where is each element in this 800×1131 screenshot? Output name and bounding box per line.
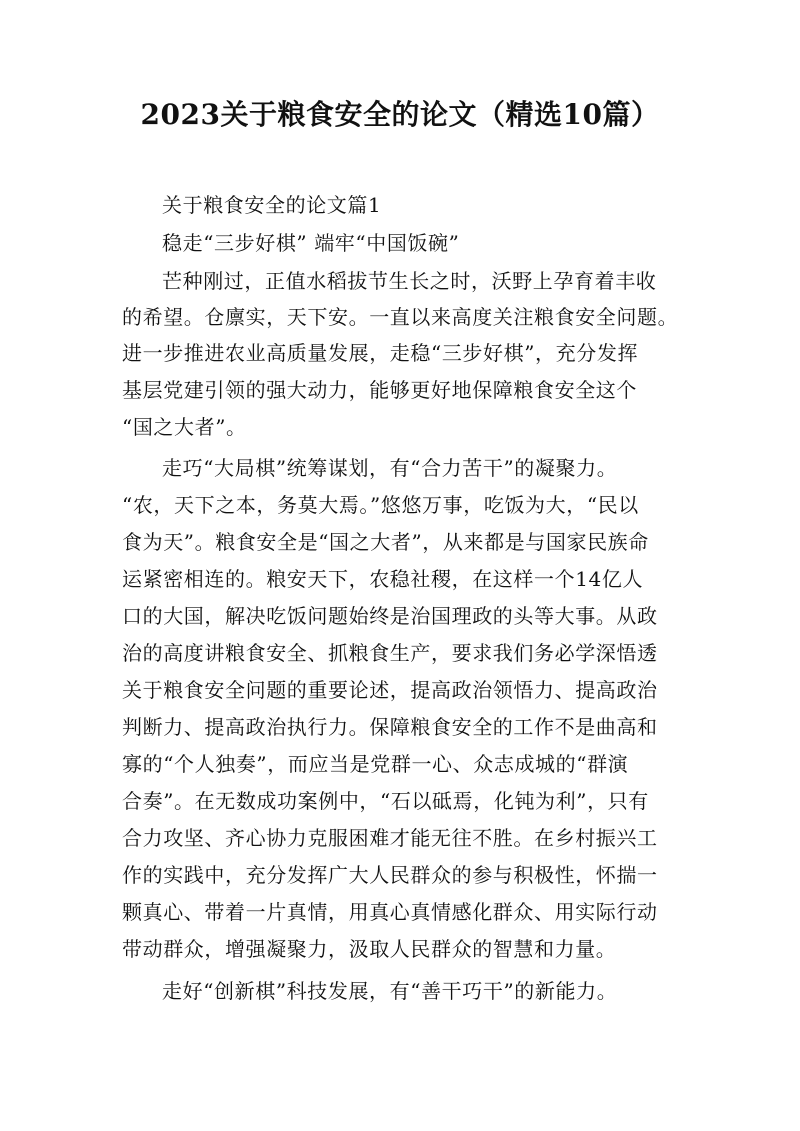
paragraph-line: 作的实践中，充分发挥广大人民群众的参与积极性，怀揣一: [122, 863, 658, 887]
paragraph-line: 走巧“大局棋”统筹谋划，有“合力苦干”的凝聚力。: [162, 456, 618, 480]
paragraph-line: 运紧密相连的。粮安天下，农稳社稷，在这样一个14亿人: [122, 567, 644, 591]
paragraph-line: 寡的“个人独奏”，而应当是党群一心、众志成城的“群演: [122, 752, 629, 776]
paragraph-line: 进一步推进农业高质量发展，走稳“三步好棋”，充分发挥: [122, 341, 639, 365]
paragraph-line: 口的大国，解决吃饭问题始终是治国理政的头等大事。从政: [122, 604, 658, 628]
paragraph-line: “国之大者”。: [122, 415, 247, 439]
paragraph-line: 带动群众，增强凝聚力，汲取人民群众的智慧和力量。: [122, 937, 617, 961]
paragraph-line: 颗真心、带着一片真情，用真心真情感化群众、用实际行动: [122, 900, 658, 924]
paragraph-line: 判断力、提高政治执行力。保障粮食安全的工作不是曲高和: [122, 715, 658, 739]
paragraph-line: 合力攻坚、齐心协力克服困难才能无往不胜。在乡村振兴工: [122, 826, 658, 850]
section-heading: 关于粮食安全的论文篇1: [162, 193, 382, 217]
paragraph-line: 基层党建引领的强大动力，能够更好地保障粮食安全这个: [122, 378, 637, 402]
paragraph-line: “农，天下之本，务莫大焉。”悠悠万事，吃饭为大，“民以: [122, 493, 639, 517]
paragraph-line: 芒种刚过，正值水稻拔节生长之时，沃野上孕育着丰收: [162, 269, 657, 293]
paragraph-line: 合奏”。在无数成功案例中，“石以砥焉，化钝为利”，只有: [122, 789, 649, 813]
paragraph-line: 走好“创新棋”科技发展，有“善干巧干”的新能力。: [162, 979, 618, 1003]
article-subtitle: 稳走“三步好棋” 端牢“中国饭碗”: [162, 231, 460, 255]
document-title: 2023关于粮食安全的论文（精选10篇）: [140, 98, 660, 131]
paragraph-line: 的希望。仓廪实，天下安。一直以来高度关注粮食安全问题。: [122, 305, 679, 329]
paragraph-line: 食为天”。粮食安全是“国之大者”，从来都是与国家民族命: [122, 530, 649, 554]
paragraph-line: 关于粮食安全问题的重要论述，提高政治领悟力、提高政治: [122, 678, 658, 702]
paragraph-line: 治的高度讲粮食安全、抓粮食生产，要求我们务必学深悟透: [122, 641, 658, 665]
